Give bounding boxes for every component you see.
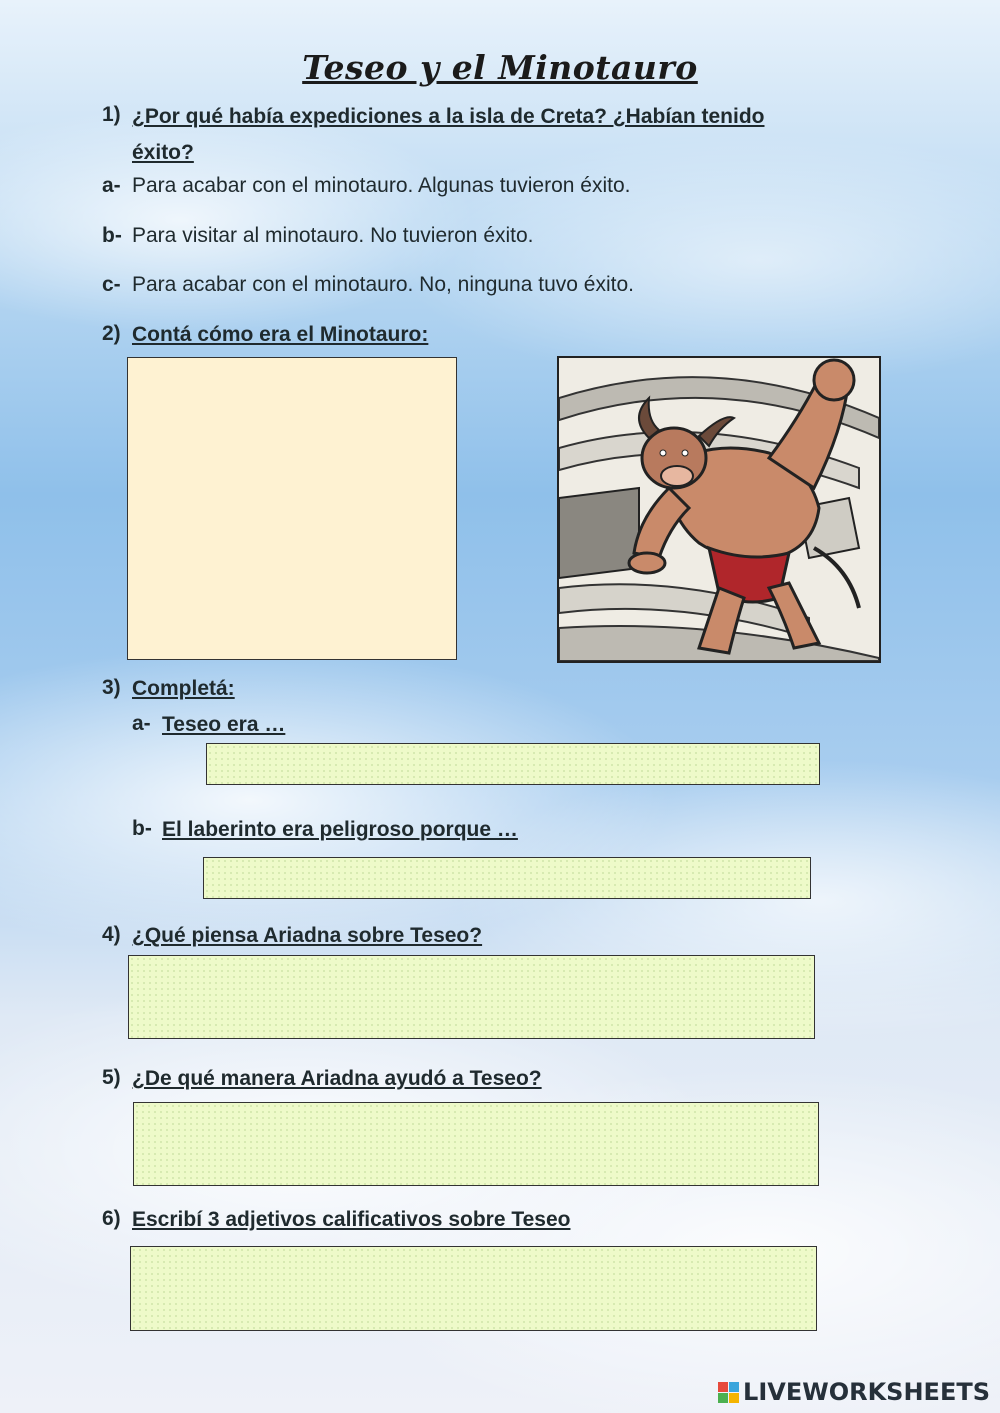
option-c-letter: c- [102, 273, 121, 296]
option-a[interactable] [102, 174, 631, 198]
liveworksheets-logo [718, 1378, 990, 1406]
question-3-number: 3) [102, 676, 121, 699]
question-6-text: Escribí 3 adjetivos calificativos sobre Teseo [132, 1208, 571, 1231]
completion-a-text: Teseo era … [162, 713, 286, 736]
question-1-line-1: ¿Por qué había expediciones a la isla de Creta? ¿Habían tenido [132, 105, 765, 128]
question-2-text: Contá cómo era el Minotauro: [132, 323, 429, 346]
question-4-text: ¿Qué piensa Ariadna sobre Teseo? [132, 924, 483, 947]
option-b-letter: b- [102, 224, 122, 247]
question-4-number: 4) [102, 923, 121, 946]
option-c[interactable] [102, 273, 634, 297]
question-5-number: 5) [102, 1066, 121, 1089]
completion-a-answer-field[interactable] [206, 743, 820, 785]
option-a-letter: a- [102, 174, 121, 197]
option-c-text: Para acabar con el minotauro. No, ninguna tuvo éxito. [132, 273, 634, 296]
completion-b-answer-field[interactable] [203, 857, 811, 899]
question-1-number: 1) [102, 103, 121, 126]
option-b[interactable] [102, 224, 534, 248]
completion-b-letter: b- [132, 817, 152, 840]
option-a-text: Para acabar con el minotauro. Algunas tuvieron éxito. [132, 174, 631, 197]
liveworksheets-logo-icon [718, 1382, 739, 1403]
minotaur-description-box[interactable] [127, 357, 457, 660]
question-4-answer-field[interactable] [128, 955, 815, 1039]
question-6-number: 6) [102, 1207, 121, 1230]
minotaur-illustration [557, 356, 881, 663]
completion-a-letter: a- [132, 712, 151, 735]
liveworksheets-logo-text: LIVEWORKSHEETS [743, 1378, 990, 1406]
question-1-line-2: éxito? [132, 141, 194, 164]
option-b-text: Para visitar al minotauro. No tuvieron éxito. [132, 224, 534, 247]
worksheet-title: Teseo y el Minotauro [302, 48, 698, 87]
question-5-text: ¿De qué manera Ariadna ayudó a Teseo? [132, 1067, 542, 1090]
question-3-text: Completá: [132, 677, 235, 700]
completion-b-text: El laberinto era peligroso porque … [162, 818, 518, 841]
question-6-answer-field[interactable] [130, 1246, 817, 1331]
question-5-answer-field[interactable] [133, 1102, 819, 1186]
question-2-number: 2) [102, 322, 121, 345]
